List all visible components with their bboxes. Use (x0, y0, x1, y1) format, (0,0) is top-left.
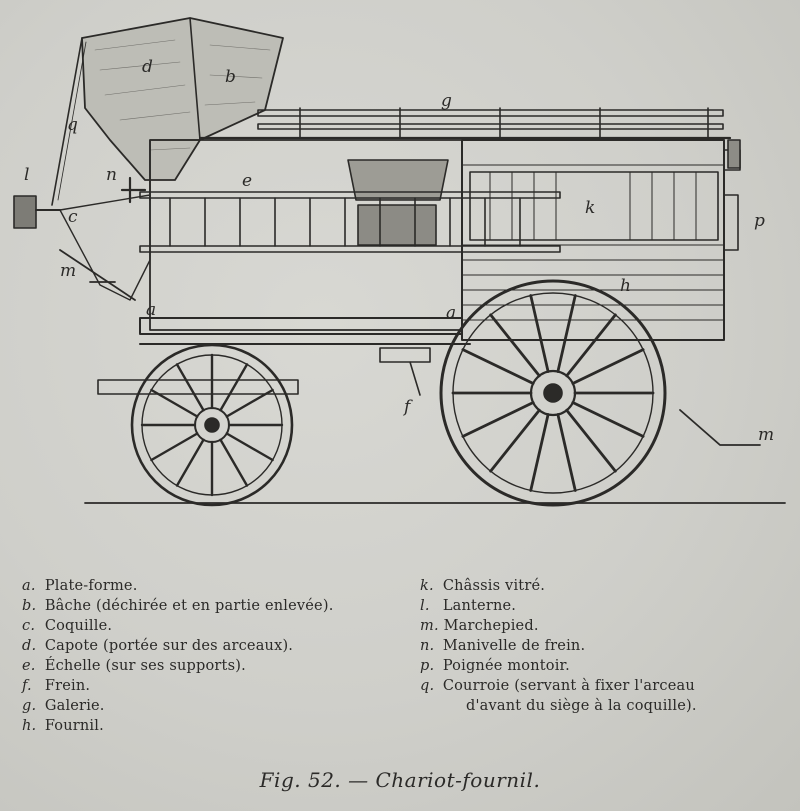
wheel-spoke (558, 414, 575, 490)
platform (140, 318, 462, 334)
legend-left-column (22, 576, 417, 736)
wheel-spoke (558, 296, 575, 372)
wheel-spoke (221, 364, 248, 410)
rear-lamp (728, 140, 740, 168)
brake (380, 348, 430, 395)
legend-text: Manivelle de frein. (442, 638, 586, 654)
legend-item (22, 716, 417, 736)
legend-item (22, 656, 417, 676)
legend-item (22, 676, 417, 696)
ladder-rungs (170, 198, 520, 246)
label-c: c (68, 207, 78, 227)
legend-item (420, 596, 792, 616)
basket (348, 160, 448, 200)
lantern (14, 196, 36, 228)
legend (22, 576, 792, 766)
gallery-rail-top (258, 110, 723, 116)
legend-item (420, 636, 792, 656)
legend-text: Lanterne. (442, 598, 517, 614)
legend-text: Fournil. (44, 718, 104, 734)
legend-text: Châssis vitré. (442, 578, 546, 594)
ladder-top-rail (140, 192, 560, 198)
legend-key: g. (22, 698, 37, 714)
label-e: e (242, 171, 253, 191)
legend-item (420, 656, 792, 676)
legend-text: Échelle (sur ses supports). (44, 658, 246, 674)
legend-item (22, 576, 417, 596)
wheel-spoke (177, 364, 204, 410)
basket-stand (358, 205, 436, 245)
front-wheel (132, 345, 292, 505)
wheel-spoke (531, 414, 548, 490)
gallery-rail-mid (258, 124, 723, 129)
legend-item (420, 616, 792, 636)
legend-item (420, 676, 792, 716)
label-m-front: m (60, 261, 77, 281)
legend-text: Coquille. (44, 618, 113, 634)
legend-item (22, 696, 417, 716)
label-m-rear: m (758, 425, 775, 445)
legend-item (22, 636, 417, 656)
label-h: h (620, 276, 631, 296)
legend-text: Courroie (servant à fixer l'arceau (442, 678, 695, 694)
label-a-front: a (146, 300, 157, 320)
legend-item (420, 576, 792, 596)
wheel-spoke (227, 434, 273, 461)
legend-key: b. (22, 598, 37, 614)
legend-text: Frein. (44, 678, 91, 694)
legend-key: p. (420, 658, 435, 674)
label-a-rear: a (446, 303, 457, 323)
legend-item (22, 616, 417, 636)
rear-step (680, 410, 760, 445)
legend-key: m. (420, 618, 439, 634)
legend-text-continued: d'avant du siège à la coquille). (466, 698, 697, 714)
legend-text: Capote (portée sur des arceaux). (44, 638, 294, 654)
label-q: q (67, 115, 78, 135)
label-b: b (225, 67, 236, 87)
wheel-spoke (151, 434, 197, 461)
legend-text: Poignée montoir. (442, 658, 570, 674)
legend-key: f. (22, 678, 32, 694)
legend-key: e. (22, 658, 36, 674)
rear-wheel (441, 281, 665, 505)
hood-capote (82, 18, 283, 180)
ladder-bottom-rail (140, 246, 560, 252)
label-p: p (754, 211, 765, 231)
wheel-spoke (531, 296, 548, 372)
label-d: d (142, 57, 153, 77)
oven-planks (462, 165, 724, 320)
legend-key: q. (420, 678, 435, 694)
legend-key: a. (22, 578, 36, 594)
legend-key: n. (420, 638, 435, 654)
wheel-spoke (221, 440, 248, 486)
legend-item (22, 596, 417, 616)
legend-key: k. (420, 578, 434, 594)
legend-key: h. (22, 718, 37, 734)
legend-key: d. (22, 638, 37, 654)
legend-text: Galerie. (44, 698, 105, 714)
gallery-posts (300, 108, 708, 138)
legend-text: Bâche (déchirée et en partie enlevée). (44, 598, 334, 614)
label-k: k (585, 198, 596, 218)
label-f: f (404, 397, 411, 417)
legend-text: Plate-forme. (44, 578, 138, 594)
legend-key: l. (420, 598, 430, 614)
legend-text: Marchepied. (443, 618, 539, 634)
label-l: l (24, 165, 30, 185)
label-g: g (441, 91, 452, 111)
legend-right-column (420, 576, 792, 716)
wheel-spoke (177, 440, 204, 486)
label-n: n (106, 165, 117, 185)
figure-caption: Fig. 52. — Chariot-fournil. (259, 768, 541, 792)
legend-key: c. (22, 618, 36, 634)
